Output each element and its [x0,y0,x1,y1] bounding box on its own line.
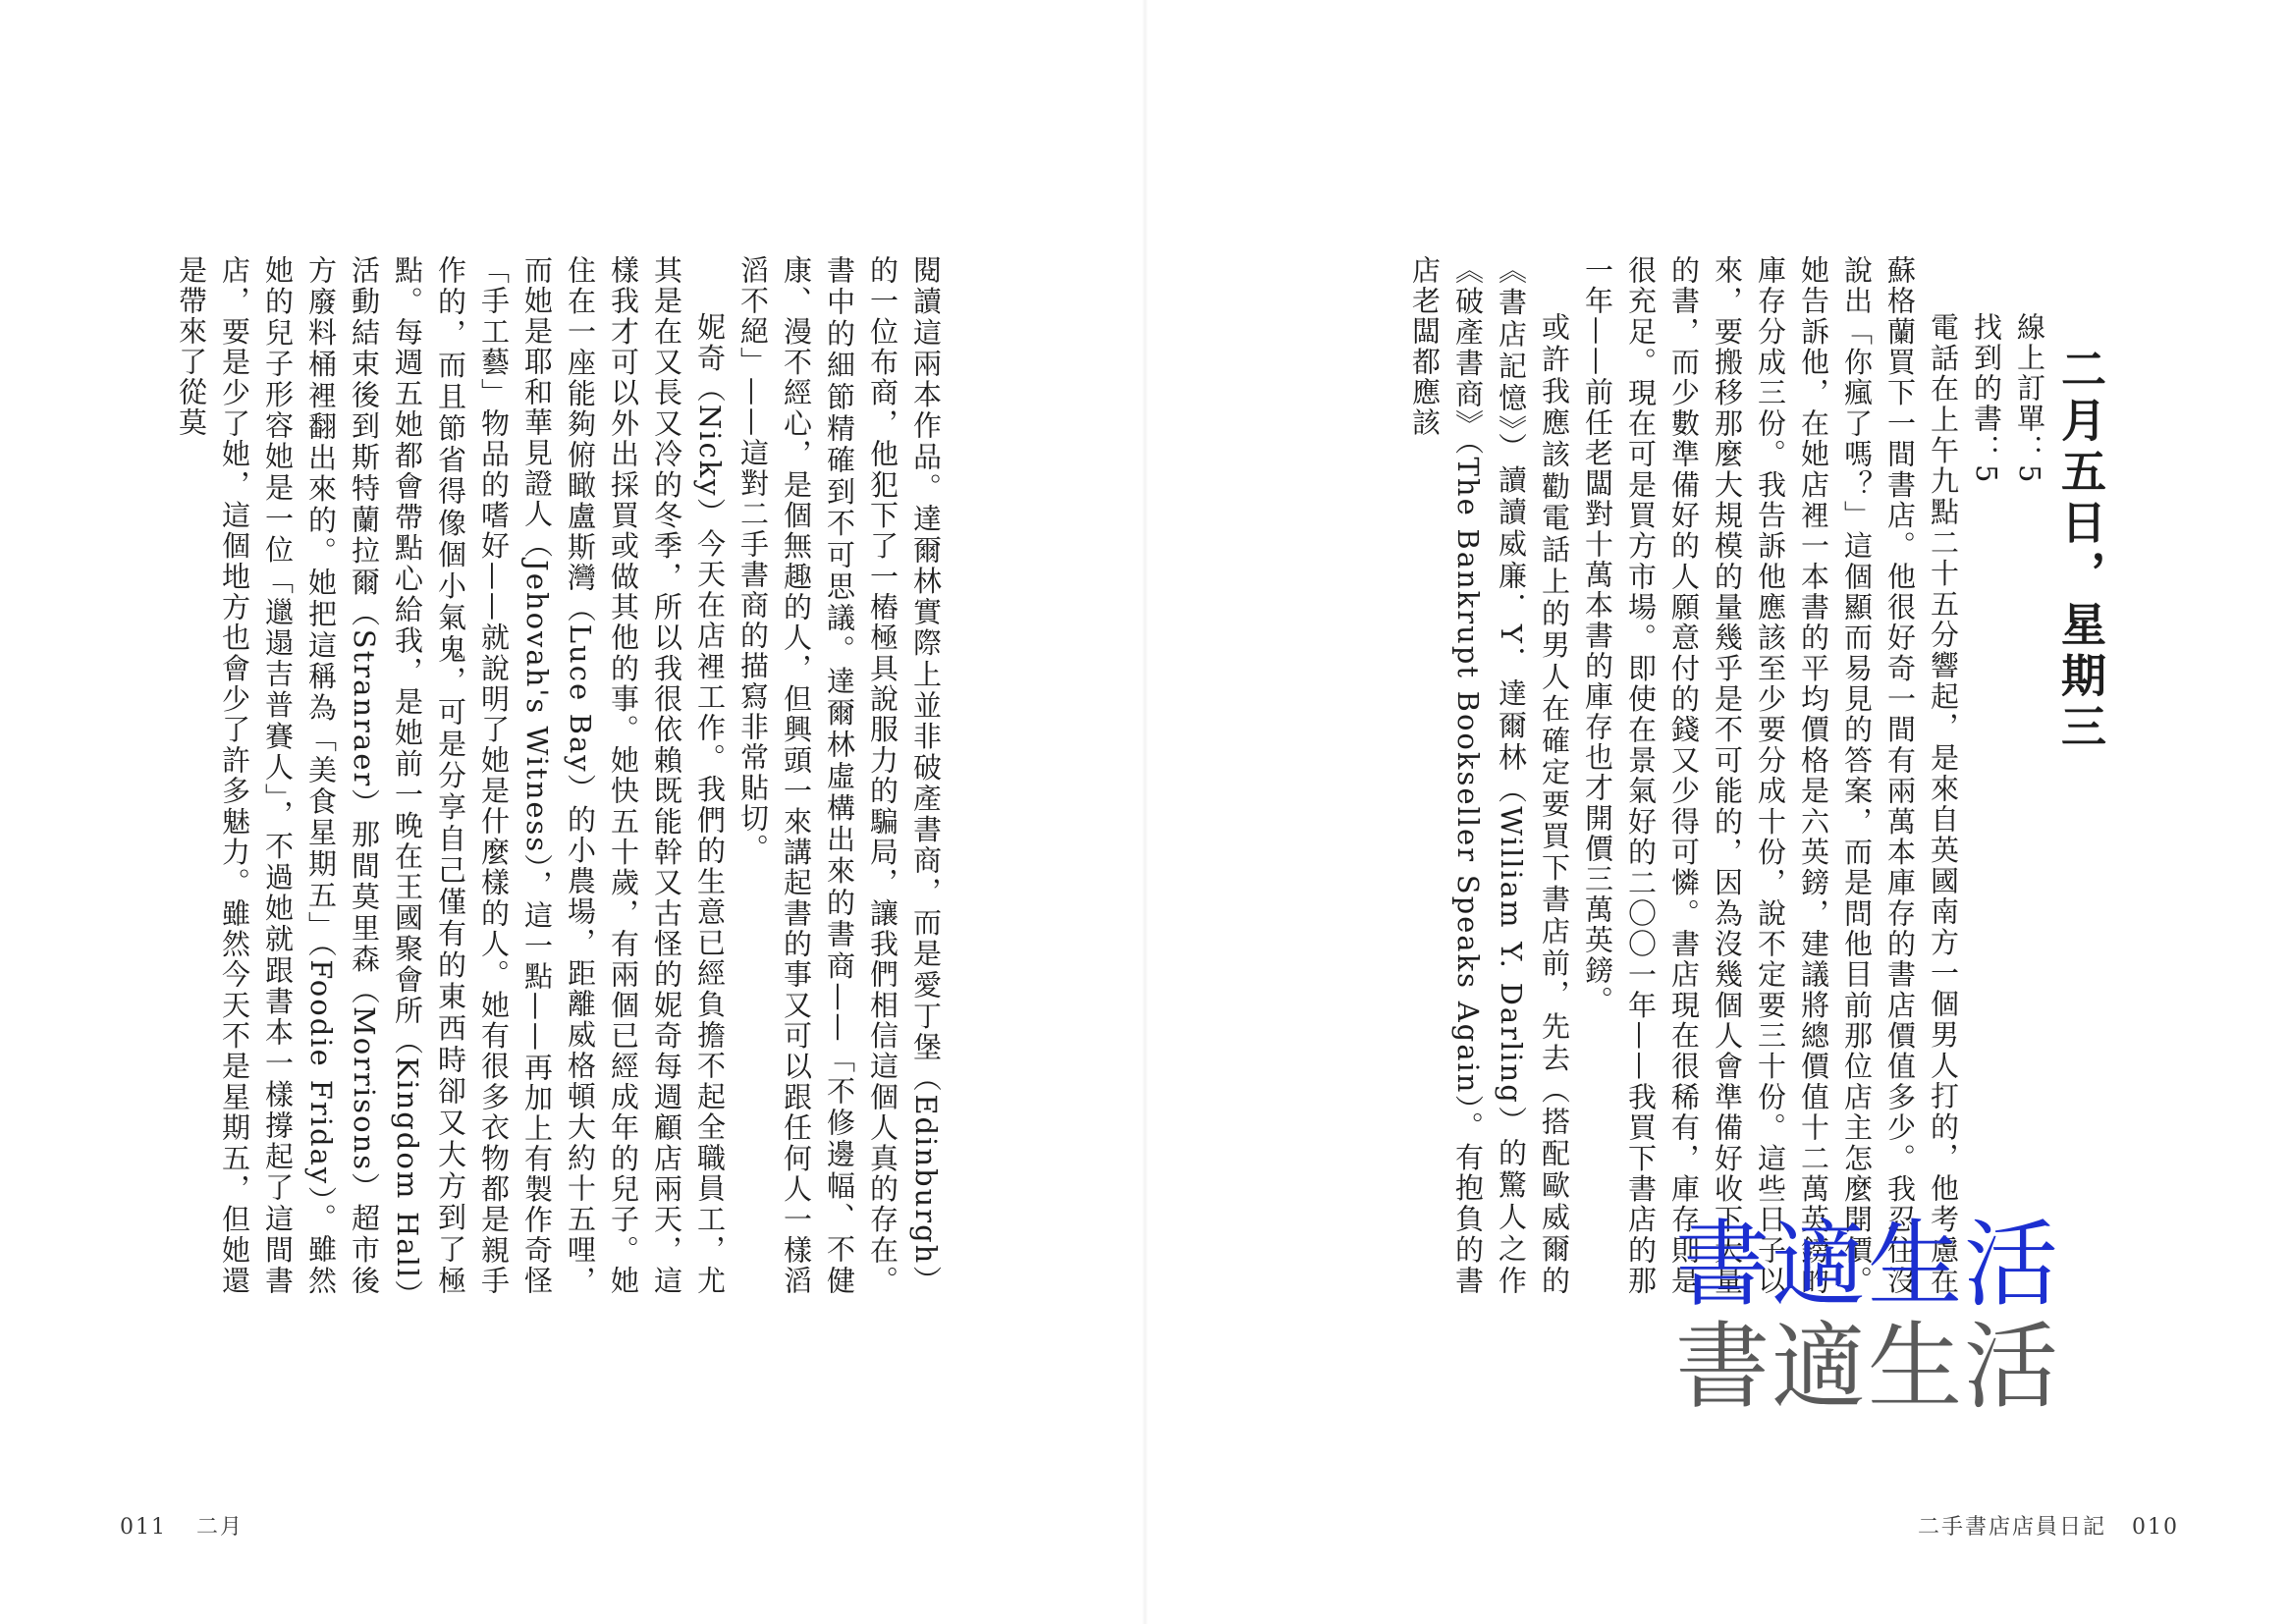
books-found-label: 找到的書： [1970,312,2003,464]
left-page-body [172,255,948,1296]
right-page-body [1348,255,2110,1296]
left-folio [120,1510,244,1541]
diary-entry-title: 二月五日，星期三 [2054,346,2107,754]
body-paragraph: 閱讀這兩本作品。達爾林實際上並非破產書商，而是愛丁堡（Edinburgh）的一位布商，他犯下了一樁極具說服力的騙局，讓我們相信這個人真的存在。書中的細節精確到不可思議。達爾林虛構出來的書商——「不修邊幅、不健康、漫不經心，是個無趣的人，但興頭一來講起書的事又可以跟任何人一樣滔滔不絕」——這對二手書商的描寫非常貼切。 [736,255,943,1296]
page-number: 011 [120,1515,167,1540]
books-found-line [1965,255,2008,1296]
watermark-line-primary: 書適生活 [1675,1210,2060,1320]
books-found-value: 5 [1970,464,2003,485]
online-orders-line [2008,255,2051,1296]
body-paragraph: 或許我應該勸電話上的男人在確定要買下書店前，先去（搭配歐威爾的《書店記憶》）讀讀威廉．Y．達爾林（William Y. Darling）的驚人之作《破產書商》（The Bankrupt Bookseller Speaks Again）。有抱負的書店老闆都應該 [1408,255,1571,1296]
page-number: 010 [2132,1515,2179,1540]
online-orders-value: 5 [2013,464,2046,485]
watermark-line-secondary: 書適生活 [1675,1312,2060,1422]
body-paragraph: 電話在上午九點二十五分響起，是來自英國南方一個男人打的，他考慮在蘇格蘭買下一間書店。他很好奇一間有兩萬本庫存的書店價值多少。我忍住沒說出「你瘋了嗎？」這個顯而易見的答案，而是問他目前那位店主怎麼開價。她告訴他，在她店裡一本書的平均價格是六英鎊，建議將總價值十二萬英鎊的庫存分成三份。我告訴他應該至少要分成十份，說不定要三十份。這些日子以來，要搬移那麼大規模的量幾乎是不可能的，因為沒幾個人會準備好收下大量的書，而少數準備好的人願意付的錢又少得可憐。書店現在很稀有，庫存則是很充足。現在可是買方市場。即使在景氣好的二〇〇一年——我買下書店的那一年——前任老闆對十萬本書的庫存也才開價三萬英鎊。 [1581,255,1960,1296]
running-head: 二月 [196,1515,245,1540]
body-paragraph: 妮奇（Nicky）今天在店裡工作。我們的生意已經負擔不起全職員工，尤其是在又長又冷的冬季，所以我很依賴既能幹又古怪的妮奇每週顧店兩天，這樣我才可以外出採買或做其他的事。她快五十歲，有兩個已經成年的兒子。她住在一座能夠俯瞰盧斯灣（Luce Bay）的小農場，距離威格頓大約十五哩，而她是耶和華見證人（Jehovah's Witness），這一點——再加上有製作奇怪「手工藝」物品的嗜好——就說明了她是什麼樣的人。她有很多衣物都是親手作的，而且節省得像個小氣鬼，可是分享自己僅有的東西時卻又大方到了極點。每週五她都會帶點心給我，是她前一晚在王國聚會所（Kingdom Hall）活動結束後到斯特蘭拉爾（Stranraer）那間莫里森（Morrisons）超市後方廢料桶裡翻出來的。她把這稱為「美食星期五」（Foodie Friday）。雖然她的兒子形容她是一位「邋遢吉普賽人」，不過她就跟書本一樣撐起了這間書店，要是少了她，這個地方也會少了許多魅力。雖然今天不是星期五，但她還是帶來了從莫 [175,255,727,1296]
right-folio [1918,1510,2179,1541]
running-head: 二手書店店員日記 [1917,1515,2106,1540]
online-orders-label: 線上訂單： [2013,312,2046,464]
left-page [0,0,1142,1624]
publisher-watermark [1675,1210,2060,1422]
